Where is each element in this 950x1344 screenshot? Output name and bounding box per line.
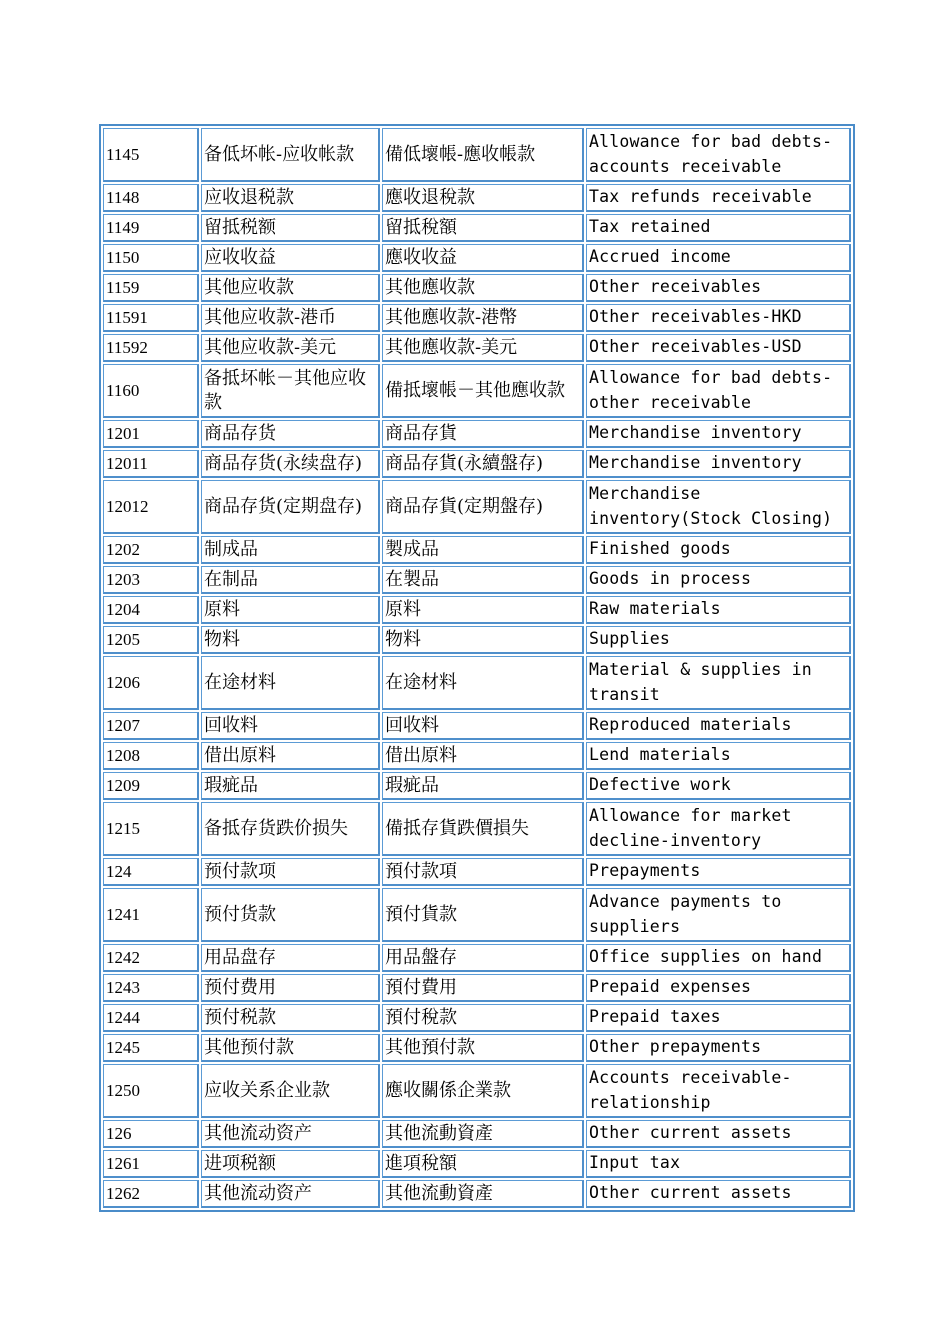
- traditional-chinese-name-cell: 原料: [382, 596, 584, 624]
- account-code-cell: 1209: [103, 772, 199, 800]
- table-row: [103, 128, 851, 182]
- account-code-cell: 1215: [103, 802, 199, 856]
- traditional-chinese-name-cell: 預付稅款: [382, 1004, 584, 1032]
- english-name-cell: Material & supplies in transit: [586, 656, 851, 710]
- traditional-chinese-name-cell: 瑕疵品: [382, 772, 584, 800]
- table-row: [103, 596, 851, 624]
- traditional-chinese-name-cell: 商品存貨: [382, 420, 584, 448]
- simplified-chinese-name-cell: 在制品: [201, 566, 380, 594]
- simplified-chinese-name-cell: 其他流动资产: [201, 1180, 380, 1208]
- account-code-cell: 12012: [103, 480, 199, 534]
- table-row: [103, 334, 851, 362]
- english-name-cell: Reproduced materials: [586, 712, 851, 740]
- traditional-chinese-name-cell: 其他應收款: [382, 274, 584, 302]
- table-row: [103, 184, 851, 212]
- table-row: [103, 1004, 851, 1032]
- traditional-chinese-name-cell: 製成品: [382, 536, 584, 564]
- account-code-cell: 1148: [103, 184, 199, 212]
- account-code-cell: 1207: [103, 712, 199, 740]
- traditional-chinese-name-cell: 回收料: [382, 712, 584, 740]
- account-code-cell: 1262: [103, 1180, 199, 1208]
- account-code-cell: 126: [103, 1120, 199, 1148]
- simplified-chinese-name-cell: 预付费用: [201, 974, 380, 1002]
- account-code-cell: 12011: [103, 450, 199, 478]
- account-code-cell: 1160: [103, 364, 199, 418]
- account-code-cell: 1203: [103, 566, 199, 594]
- traditional-chinese-name-cell: 留抵稅額: [382, 214, 584, 242]
- traditional-chinese-name-cell: 進項稅額: [382, 1150, 584, 1178]
- english-name-cell: Allowance for bad debts-other receivable: [586, 364, 851, 418]
- traditional-chinese-name-cell: 其他流動資產: [382, 1120, 584, 1148]
- traditional-chinese-name-cell: 其他應收款-美元: [382, 334, 584, 362]
- english-name-cell: Accrued income: [586, 244, 851, 272]
- account-code-cell: 124: [103, 858, 199, 886]
- table-row: [103, 566, 851, 594]
- table-row: [103, 1150, 851, 1178]
- simplified-chinese-name-cell: 物料: [201, 626, 380, 654]
- account-code-cell: 1159: [103, 274, 199, 302]
- english-name-cell: Defective work: [586, 772, 851, 800]
- table-row: [103, 214, 851, 242]
- table-row: [103, 274, 851, 302]
- simplified-chinese-name-cell: 进项税额: [201, 1150, 380, 1178]
- traditional-chinese-name-cell: 預付款項: [382, 858, 584, 886]
- simplified-chinese-name-cell: 商品存货(定期盘存): [201, 480, 380, 534]
- traditional-chinese-name-cell: 應收退稅款: [382, 184, 584, 212]
- simplified-chinese-name-cell: 预付货款: [201, 888, 380, 942]
- english-name-cell: Prepayments: [586, 858, 851, 886]
- traditional-chinese-name-cell: 備抵存貨跌價損失: [382, 802, 584, 856]
- simplified-chinese-name-cell: 应收关系企业款: [201, 1064, 380, 1118]
- simplified-chinese-name-cell: 原料: [201, 596, 380, 624]
- account-code-cell: 1242: [103, 944, 199, 972]
- simplified-chinese-name-cell: 其他预付款: [201, 1034, 380, 1062]
- english-name-cell: Merchandise inventory: [586, 450, 851, 478]
- traditional-chinese-name-cell: 預付費用: [382, 974, 584, 1002]
- account-code-cell: 1243: [103, 974, 199, 1002]
- simplified-chinese-name-cell: 应收收益: [201, 244, 380, 272]
- table-row: [103, 1180, 851, 1208]
- table-row: [103, 944, 851, 972]
- table-row: [103, 712, 851, 740]
- english-name-cell: Other receivables-USD: [586, 334, 851, 362]
- account-code-cell: 1208: [103, 742, 199, 770]
- simplified-chinese-name-cell: 回收料: [201, 712, 380, 740]
- english-name-cell: Merchandise inventory: [586, 420, 851, 448]
- english-name-cell: Other current assets: [586, 1180, 851, 1208]
- table-row: [103, 888, 851, 942]
- table-row: [103, 742, 851, 770]
- accounts-table: [101, 126, 853, 1210]
- simplified-chinese-name-cell: 其他应收款-港币: [201, 304, 380, 332]
- simplified-chinese-name-cell: 商品存货(永续盘存): [201, 450, 380, 478]
- simplified-chinese-name-cell: 其他流动资产: [201, 1120, 380, 1148]
- english-name-cell: Input tax: [586, 1150, 851, 1178]
- traditional-chinese-name-cell: 其他應收款-港幣: [382, 304, 584, 332]
- simplified-chinese-name-cell: 制成品: [201, 536, 380, 564]
- english-name-cell: Allowance for market decline-inventory: [586, 802, 851, 856]
- table-row: [103, 858, 851, 886]
- traditional-chinese-name-cell: 借出原料: [382, 742, 584, 770]
- english-name-cell: Prepaid expenses: [586, 974, 851, 1002]
- simplified-chinese-name-cell: 用品盘存: [201, 944, 380, 972]
- table-row: [103, 364, 851, 418]
- table-row: [103, 536, 851, 564]
- account-code-cell: 1261: [103, 1150, 199, 1178]
- traditional-chinese-name-cell: 其他流動資產: [382, 1180, 584, 1208]
- account-code-cell: 1241: [103, 888, 199, 942]
- english-name-cell: Tax refunds receivable: [586, 184, 851, 212]
- traditional-chinese-name-cell: 用品盤存: [382, 944, 584, 972]
- simplified-chinese-name-cell: 备抵存货跌价损失: [201, 802, 380, 856]
- simplified-chinese-name-cell: 瑕疵品: [201, 772, 380, 800]
- account-code-cell: 1202: [103, 536, 199, 564]
- table-row: [103, 626, 851, 654]
- traditional-chinese-name-cell: 應收關係企業款: [382, 1064, 584, 1118]
- english-name-cell: Lend materials: [586, 742, 851, 770]
- english-name-cell: Office supplies on hand: [586, 944, 851, 972]
- table-row: [103, 1120, 851, 1148]
- table-row: [103, 304, 851, 332]
- account-code-cell: 11591: [103, 304, 199, 332]
- traditional-chinese-name-cell: 商品存貨(永續盤存): [382, 450, 584, 478]
- account-code-cell: 1250: [103, 1064, 199, 1118]
- english-name-cell: Other receivables-HKD: [586, 304, 851, 332]
- traditional-chinese-name-cell: 商品存貨(定期盤存): [382, 480, 584, 534]
- accounts-table-body: [103, 128, 851, 1208]
- english-name-cell: Goods in process: [586, 566, 851, 594]
- english-name-cell: Allowance for bad debts-accounts receivable: [586, 128, 851, 182]
- simplified-chinese-name-cell: 商品存货: [201, 420, 380, 448]
- simplified-chinese-name-cell: 预付税款: [201, 1004, 380, 1032]
- account-code-cell: 1244: [103, 1004, 199, 1032]
- traditional-chinese-name-cell: 物料: [382, 626, 584, 654]
- account-code-cell: 1206: [103, 656, 199, 710]
- traditional-chinese-name-cell: 在製品: [382, 566, 584, 594]
- simplified-chinese-name-cell: 其他应收款-美元: [201, 334, 380, 362]
- table-row: [103, 974, 851, 1002]
- english-name-cell: Supplies: [586, 626, 851, 654]
- traditional-chinese-name-cell: 預付貨款: [382, 888, 584, 942]
- table-row: [103, 450, 851, 478]
- english-name-cell: Accounts receivable-relationship: [586, 1064, 851, 1118]
- table-row: [103, 656, 851, 710]
- account-code-cell: 1149: [103, 214, 199, 242]
- table-row: [103, 480, 851, 534]
- account-code-cell: 1201: [103, 420, 199, 448]
- english-name-cell: Other receivables: [586, 274, 851, 302]
- account-code-cell: 1205: [103, 626, 199, 654]
- english-name-cell: Prepaid taxes: [586, 1004, 851, 1032]
- table-row: [103, 772, 851, 800]
- accounts-table-container: [99, 124, 855, 1212]
- table-row: [103, 420, 851, 448]
- traditional-chinese-name-cell: 備抵壞帳－其他應收款: [382, 364, 584, 418]
- simplified-chinese-name-cell: 借出原料: [201, 742, 380, 770]
- account-code-cell: 1150: [103, 244, 199, 272]
- account-code-cell: 1145: [103, 128, 199, 182]
- account-code-cell: 11592: [103, 334, 199, 362]
- traditional-chinese-name-cell: 備低壞帳-應收帳款: [382, 128, 584, 182]
- simplified-chinese-name-cell: 备低坏帐-应收帐款: [201, 128, 380, 182]
- table-row: [103, 244, 851, 272]
- english-name-cell: Other current assets: [586, 1120, 851, 1148]
- table-row: [103, 1034, 851, 1062]
- english-name-cell: Finished goods: [586, 536, 851, 564]
- english-name-cell: Advance payments to suppliers: [586, 888, 851, 942]
- simplified-chinese-name-cell: 应收退税款: [201, 184, 380, 212]
- english-name-cell: Tax retained: [586, 214, 851, 242]
- english-name-cell: Raw materials: [586, 596, 851, 624]
- english-name-cell: Merchandise inventory(Stock Closing): [586, 480, 851, 534]
- simplified-chinese-name-cell: 在途材料: [201, 656, 380, 710]
- simplified-chinese-name-cell: 备抵坏帐－其他应收款: [201, 364, 380, 418]
- table-row: [103, 802, 851, 856]
- simplified-chinese-name-cell: 预付款项: [201, 858, 380, 886]
- traditional-chinese-name-cell: 在途材料: [382, 656, 584, 710]
- traditional-chinese-name-cell: 其他預付款: [382, 1034, 584, 1062]
- simplified-chinese-name-cell: 留抵税额: [201, 214, 380, 242]
- simplified-chinese-name-cell: 其他应收款: [201, 274, 380, 302]
- traditional-chinese-name-cell: 應收收益: [382, 244, 584, 272]
- account-code-cell: 1204: [103, 596, 199, 624]
- account-code-cell: 1245: [103, 1034, 199, 1062]
- table-row: [103, 1064, 851, 1118]
- english-name-cell: Other prepayments: [586, 1034, 851, 1062]
